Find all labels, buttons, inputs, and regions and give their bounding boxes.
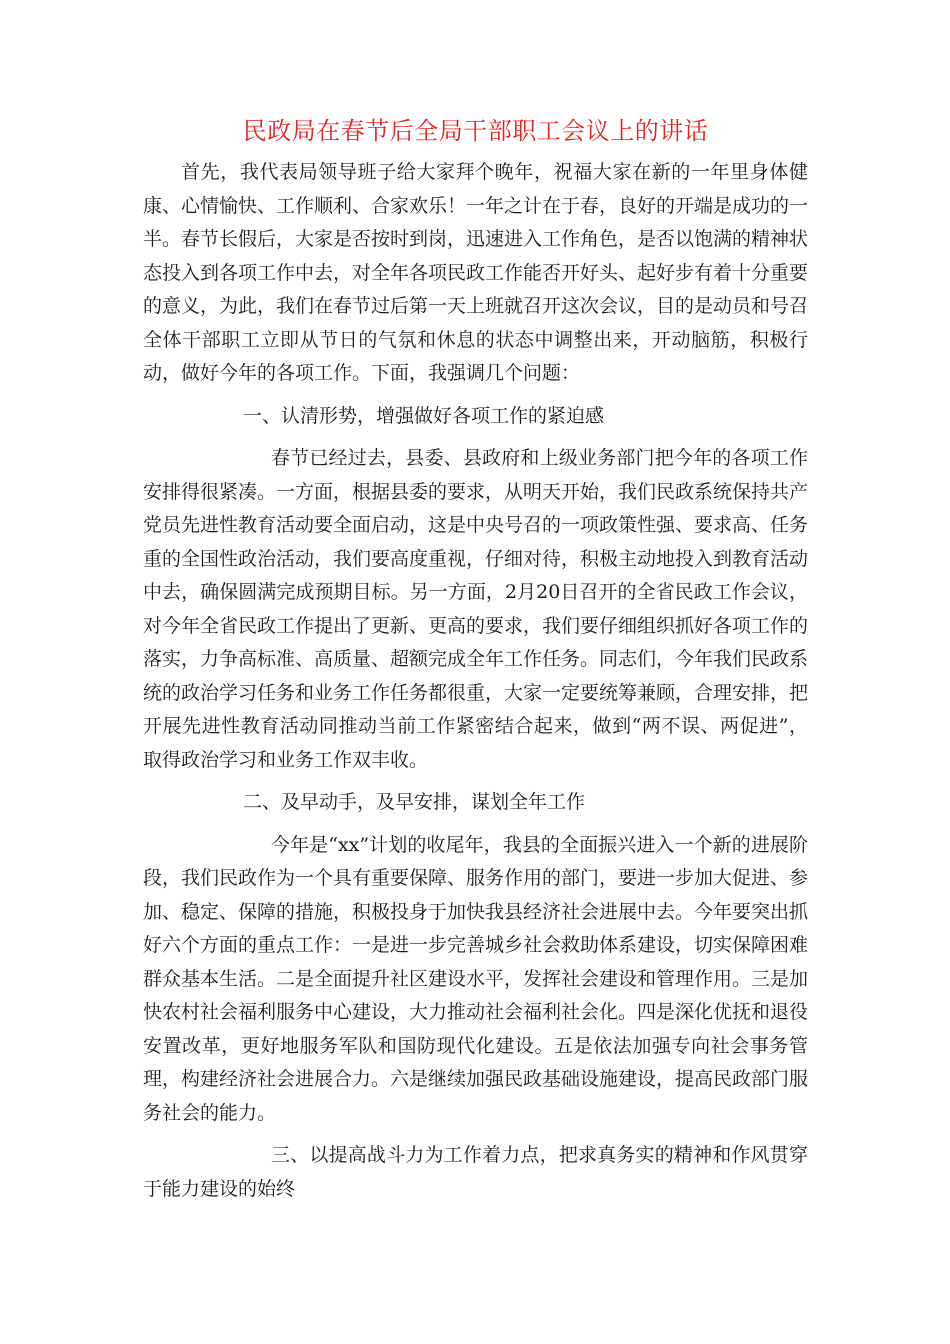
section-2-body: 今年是“xx”计划的收尾年，我县的全面振兴进入一个新的进展阶段，我们民政作为一个具有重要保障、服务作用的部门，要进一步加大促进、参加、稳定、保障的措施，积极投身于加快我县经济社会进展中去。今年要突出抓好六个方面的重点工作：一是进一步完善城乡社会救助体系建设，切实保障困难群众基本生活。二是全面提升社区建设水平，发挥社会建设和管理作用。三是加快农村社会福利服务中心建设，大力推动社会福利社会化。四是深化优抚和退役安置改革，更好地服务军队和国防现代化建设。五是依法加强专向社会事务管理，构建经济社会进展合力。六是继续加强民政基础设施建设，提高民政部门服务社会的能力。 (143, 833, 809, 1124)
document-title: 民政局在春节后全局干部职工会议上的讲话 (242, 117, 709, 145)
section-1-heading: 一、认清形势，增强做好各项工作的紧迫感 (243, 404, 605, 427)
intro-paragraph: 首先，我代表局领导班子给大家拜个晚年，祝福大家在新的一年里身体健康、心情愉快、工作顺利、合家欢乐！一年之计在于春，良好的开端是成功的一半。春节长假后，大家是否按时到岗，迅速进入工作角色，是否以饱满的精神状态投入到各项工作中去，对全年各项民政工作能否开好头、起好步有着十分重要的意义，为此，我们在春节过后第一天上班就召开这次会议，目的是动员和号召全体干部职工立即从节日的气氛和休息的状态中调整出来，开动脑筋，积极行动，做好今年的各项工作。下面，我强调几个问题： (143, 161, 809, 384)
section-3-heading: 三、以提高战斗力为工作着力点，把求真务实的精神和作风贯穿于能力建设的始终 (143, 1144, 808, 1200)
section-1-body: 春节已经过去，县委、县政府和上级业务部门把今年的各项工作安排得很紧凑。一方面，根据县委的要求，从明天开始，我们民政系统保持共产党员先进性教育活动要全面启动，这是中央号召的一项政策性强、要求高、任务重的全国性政治活动，我们要高度重视，仔细对待，积极主动地投入到教育活动中去，确保圆满完成预期目标。另一方面，2月20日召开的全省民政工作会议，对今年全省民政工作提出了更新、更高的要求，我们要仔细组织抓好各项工作的落实，力争高标准、高质量、超额完成全年工作任务。同志们，今年我们民政系统的政治学习任务和业务工作任务都很重，大家一定要统筹兼顾，合理安排，把开展先进性教育活动同推动当前工作紧密结合起来，做到“两不误、两促进”，取得政治学习和业务工作双丰收。 (143, 447, 809, 771)
section-2-heading: 二、及早动手，及早安排，谋划全年工作 (243, 791, 586, 813)
document-page (143, 112, 808, 1206)
